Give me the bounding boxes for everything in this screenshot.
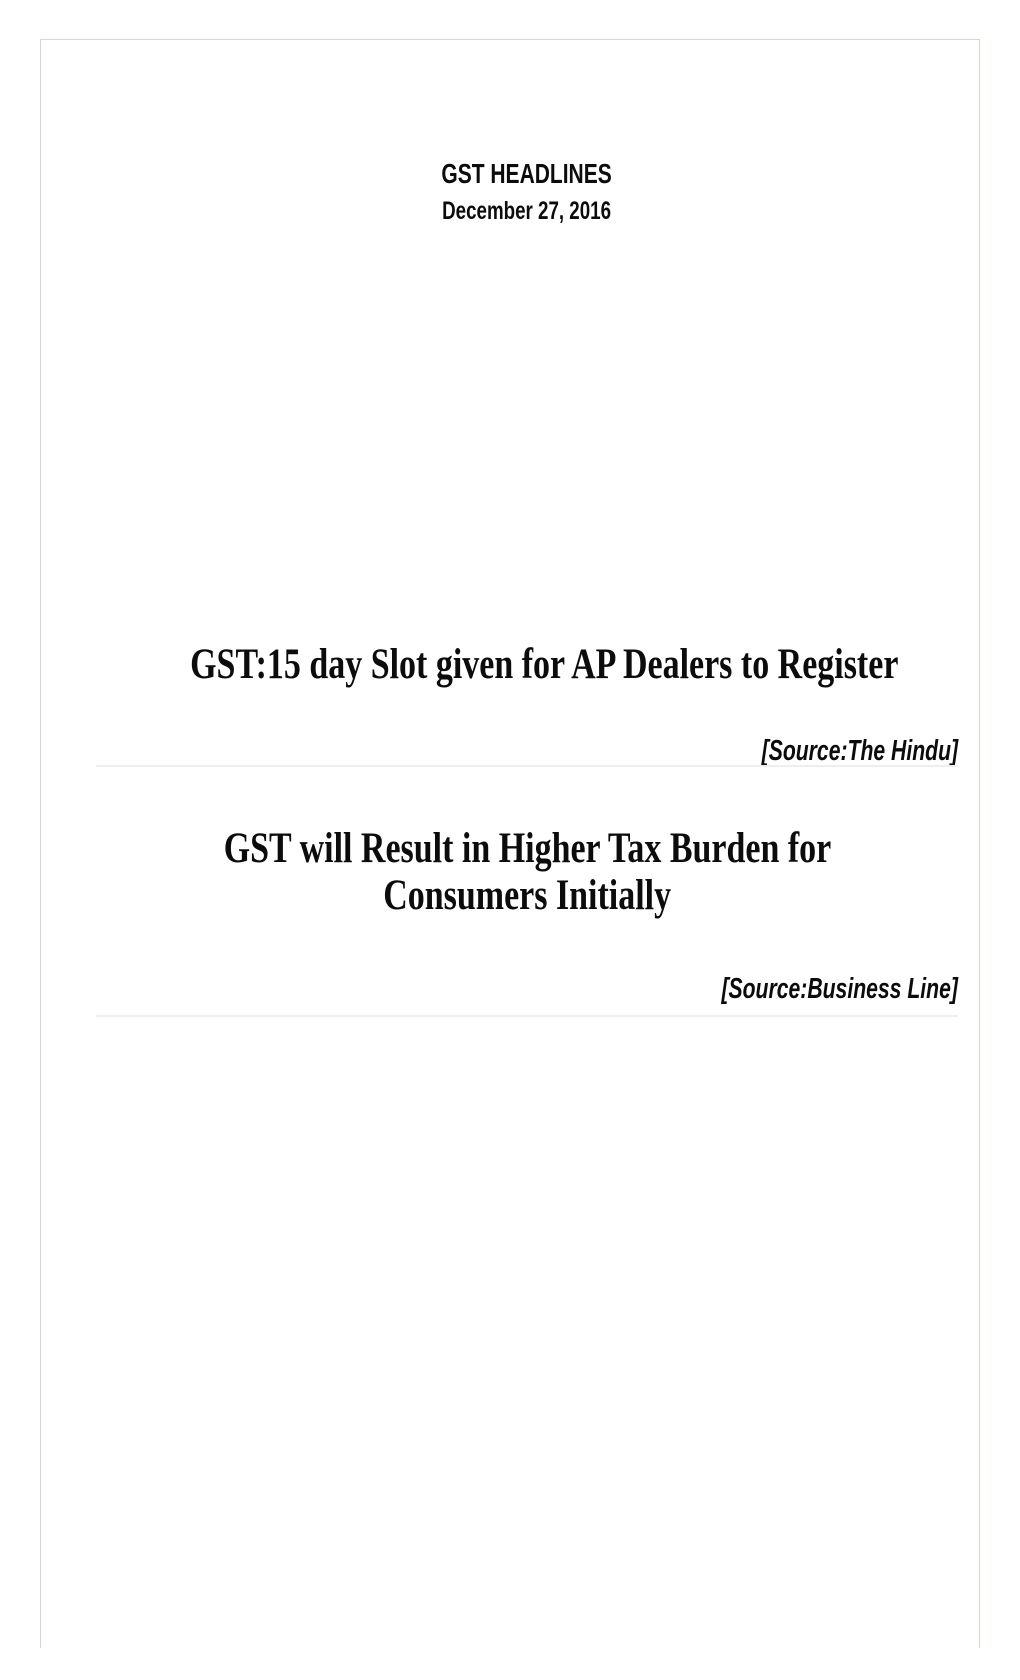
document-page bbox=[40, 39, 980, 1648]
article-1-source bbox=[96, 734, 958, 769]
separator-rule-1 bbox=[96, 765, 958, 767]
article-2-headline-line-2: Consumers Initially bbox=[383, 872, 671, 919]
article-2-source-text: [Source:Business Line] bbox=[721, 973, 958, 1005]
article-2-headline bbox=[96, 825, 958, 919]
document-date bbox=[96, 196, 958, 226]
article-2-source bbox=[96, 972, 958, 1007]
article-1-headline-text: GST:15 day Slot given for AP Dealers to Register bbox=[190, 641, 899, 688]
document-title bbox=[96, 157, 958, 191]
article-1-headline bbox=[96, 639, 958, 690]
article-2-headline-line-1: GST will Result in Higher Tax Burden for bbox=[223, 825, 831, 872]
separator-rule-2 bbox=[96, 1015, 958, 1017]
document-date-text: December 27, 2016 bbox=[442, 197, 612, 225]
article-1-source-text: [Source:The Hindu] bbox=[761, 735, 958, 767]
document-title-text: GST HEADLINES bbox=[441, 158, 613, 189]
